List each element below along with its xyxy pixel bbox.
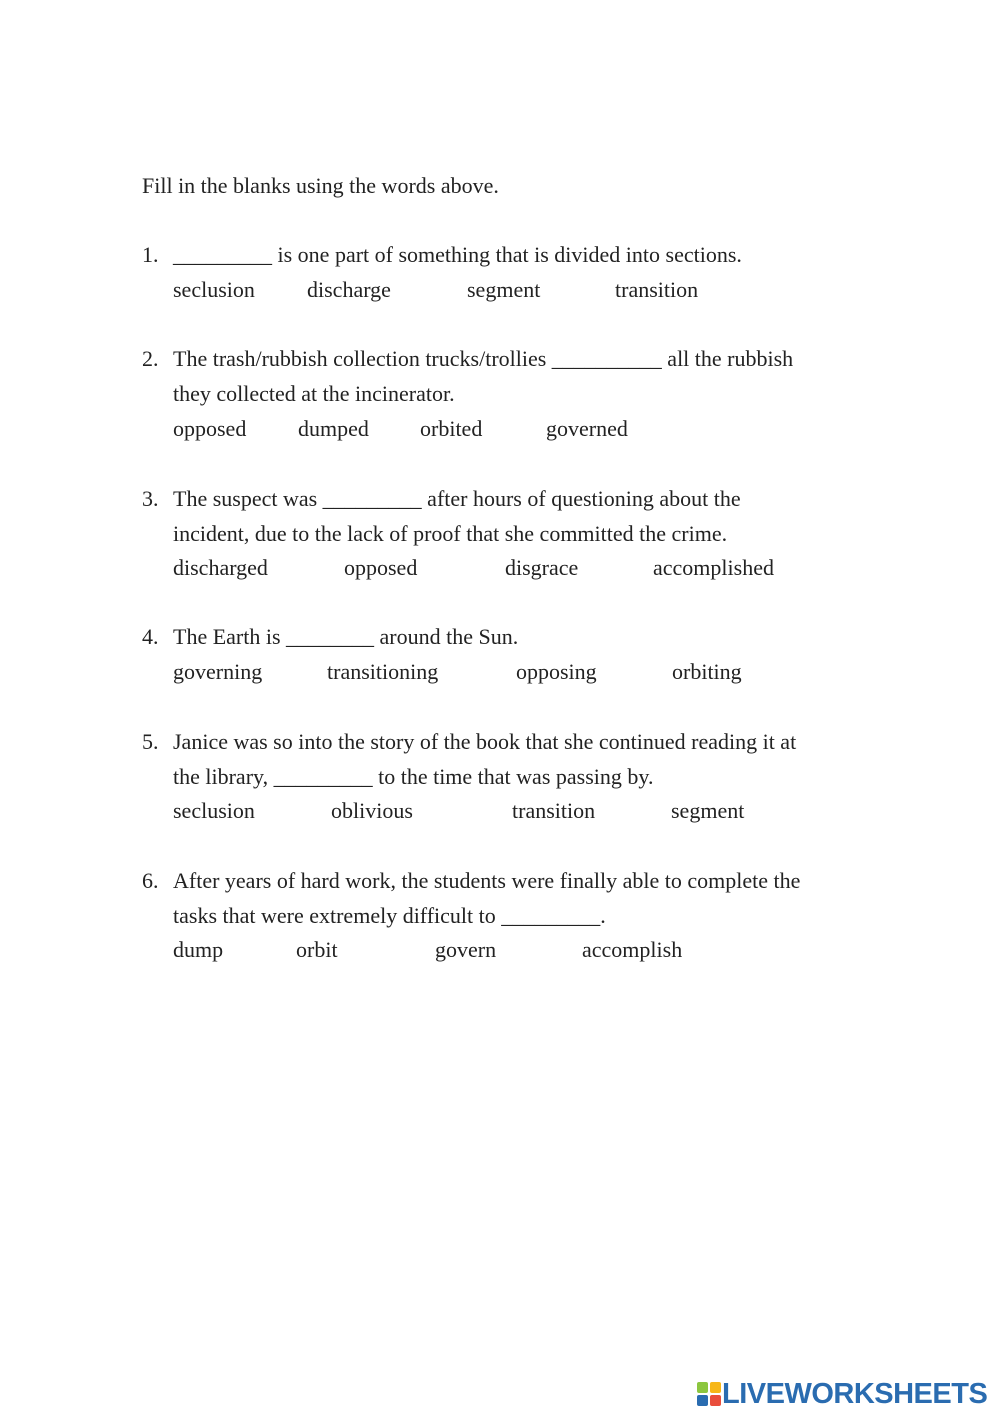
answer-option[interactable]: transitioning [327,659,439,684]
question-text [173,619,863,654]
answer-options [173,411,863,446]
question-line: the library, _________ to the time that was passing by. [173,764,654,789]
answer-options [173,793,863,828]
answer-option[interactable]: segment [467,277,541,302]
question-line: After years of hard work, the students were finally able to complete the [173,868,801,893]
answer-option[interactable]: opposed [173,416,247,441]
question-line: tasks that were extremely difficult to _________. [173,903,606,928]
question-line: Janice was so into the story of the book that she continued reading it at [173,729,797,754]
question-line: The suspect was _________ after hours of questioning about the [173,486,741,511]
liveworksheets-logo-icon [697,1382,721,1406]
answer-option[interactable]: govern [435,937,497,962]
answer-options [173,550,863,585]
question-number: 1. [142,242,159,267]
answer-options [173,932,863,967]
answer-option[interactable]: opposed [344,555,418,580]
question-line: The Earth is ________ around the Sun. [173,624,519,649]
answer-option[interactable]: transition [615,277,699,302]
answer-option[interactable]: governing [173,659,263,684]
instruction-text: Fill in the blanks using the words above. [142,173,499,198]
answer-option[interactable]: oblivious [331,798,413,823]
answer-option[interactable]: opposing [516,659,597,684]
answer-option[interactable]: seclusion [173,798,255,823]
question-text [173,863,863,933]
question-line: The trash/rubbish collection trucks/trollies __________ all the rubbish [173,346,794,371]
question-number: 2. [142,346,159,371]
question-number: 4. [142,624,159,649]
answer-option[interactable]: discharged [173,555,268,580]
question-line: incident, due to the lack of proof that she committed the crime. [173,521,728,546]
answer-option[interactable]: transition [512,798,596,823]
answer-options [173,272,863,307]
answer-option[interactable]: dumped [298,416,369,441]
answer-option[interactable]: governed [546,416,628,441]
answer-option[interactable]: seclusion [173,277,255,302]
question-line: they collected at the incinerator. [173,381,455,406]
answer-options [173,654,863,689]
answer-option[interactable]: disgrace [505,555,579,580]
answer-option[interactable]: accomplished [653,555,774,580]
question-text [173,481,863,551]
question-number: 5. [142,729,159,754]
answer-option[interactable]: discharge [307,277,391,302]
brand-name: LIVEWORKSHEETS [722,1378,988,1410]
answer-option[interactable]: dump [173,937,224,962]
answer-option[interactable]: accomplish [582,937,683,962]
question-text [173,237,863,272]
question-number: 6. [142,868,159,893]
answer-option[interactable]: orbit [296,937,338,962]
question-line: _________ is one part of something that is divided into sections. [173,242,742,267]
question-number: 3. [142,486,159,511]
answer-option[interactable]: orbiting [672,659,742,684]
question-text [173,724,863,794]
liveworksheets-logo [697,1377,997,1409]
answer-option[interactable]: orbited [420,416,483,441]
question-text [173,341,863,411]
answer-option[interactable]: segment [671,798,745,823]
